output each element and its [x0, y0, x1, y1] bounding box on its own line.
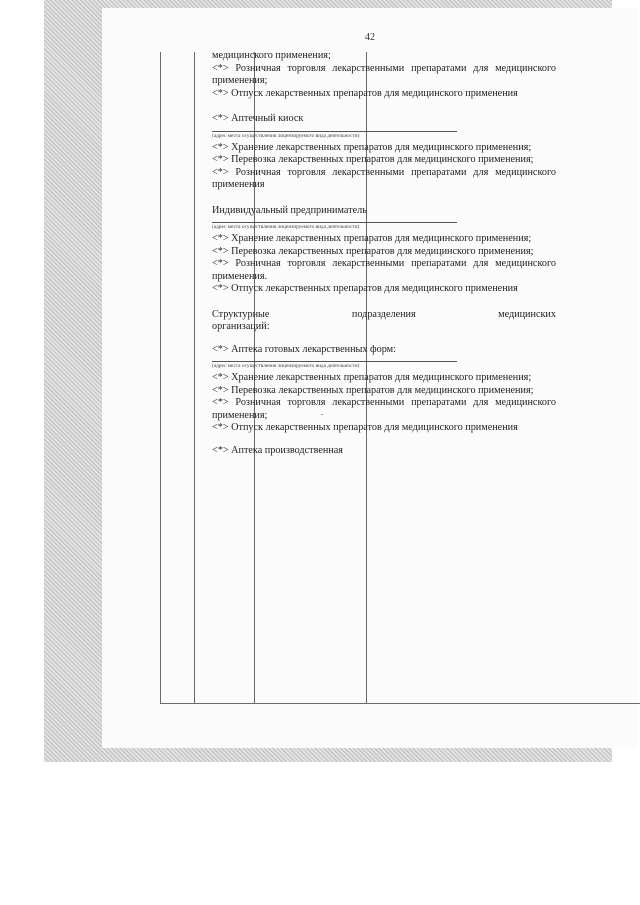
structural-title-word: Структурные: [212, 308, 270, 320]
list-item: <*> Отпуск лекарственных препаратов для медицинского применения: [212, 283, 518, 294]
list-item: <*> Перевозка лекарственных препаратов для медицинского применения;: [212, 154, 534, 165]
address-caption: (адрес места осуществления лицензируемого вида деятельности): [212, 132, 360, 139]
address-line: [212, 361, 457, 362]
pharmacy-ready-forms-title: <*> Аптека готовых лекарственных форм:: [212, 343, 396, 355]
list-item: <*> Розничная торговля лекарственными препаратами для медицинского применения;: [212, 397, 556, 421]
list-item: <*> Хранение лекарственных препаратов для медицинского применения;: [212, 233, 532, 244]
list-item: <*> Отпуск лекарственных препаратов для медицинского применения: [212, 422, 518, 433]
list-item: <*> Отпуск лекарственных препаратов для медицинского применения: [212, 87, 518, 99]
structural-title-word: медицинских: [498, 308, 556, 320]
address-line: [212, 222, 457, 223]
continuation-text: медицинского применения;: [212, 50, 331, 61]
address-caption: (адрес места осуществления лицензируемого вида деятельности): [212, 363, 360, 369]
page-number: 42: [365, 32, 375, 43]
list-item: <*> Хранение лекарственных препаратов для медицинского применения;: [212, 372, 532, 383]
kiosk-title: <*> Аптечный киоск: [212, 113, 304, 124]
entrepreneur-title: Индивидуальный предприниматель: [212, 204, 367, 216]
address-line: [212, 131, 457, 132]
list-item: <*> Перевозка лекарственных препаратов для медицинского применения;: [212, 384, 534, 396]
list-item: <*> Розничная торговля лекарственными препаратами для медицинского применения.: [212, 258, 556, 282]
address-caption: (адрес места осуществления лицензируемого вида деятельности): [212, 224, 360, 230]
structural-title: [212, 309, 556, 322]
activity-cell-content: [212, 50, 556, 457]
table-column-divider: [194, 52, 195, 703]
list-item: <*> Перевозка лекарственных препаратов для медицинского применения;: [212, 245, 534, 257]
list-item: <*> Хранение лекарственных препаратов для медицинского применения;: [212, 141, 532, 153]
list-item: <*> Розничная торговля лекарственными препаратами для медицинского применения;: [212, 62, 556, 86]
production-pharmacy-title: <*> Аптека производственная: [212, 444, 343, 456]
structural-title-word: подразделения: [351, 308, 416, 320]
structural-title-tail: организаций:: [212, 321, 270, 332]
list-item: <*> Розничная торговля лекарственными препаратами для медицинского применения: [212, 166, 556, 190]
